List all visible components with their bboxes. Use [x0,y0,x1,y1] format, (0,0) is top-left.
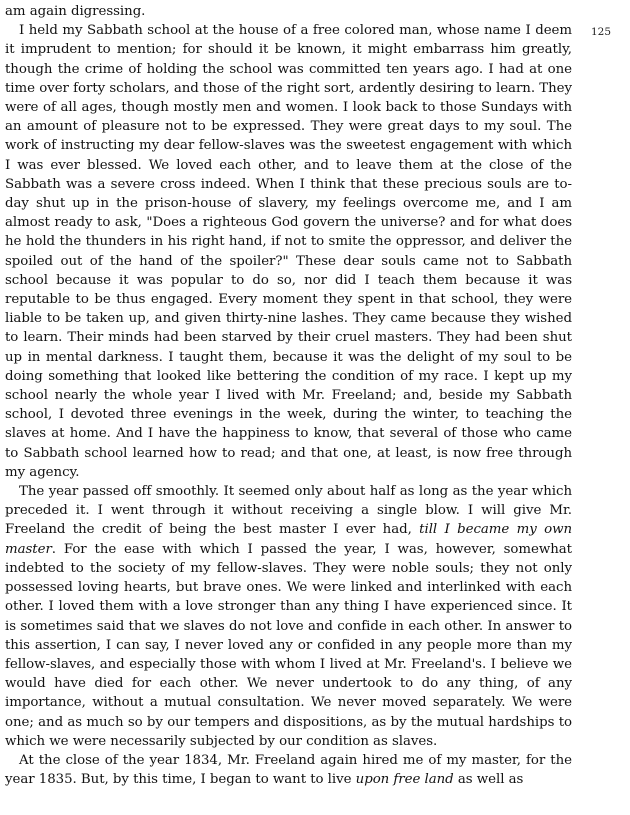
paragraph [5,2,572,21]
text-segment: At the close of the year 1834, Mr. Freeland again hired me of my master, for the year 1835. But, by this time, I began to want to live [5,752,572,788]
text-segment: as well as [453,772,524,788]
text-segment: . For the ease with which I passed the year, I was, however, somewhat indebted to the society of my fellow-slaves. They were noble souls; they not only possessed loving hearts, but brave ones. We were linked and interlinked with each other. I loved them with a love stronger than any thing I have experienced since. It is sometimes said that we slaves do not love and confide in each other. In answer to this assertion, I can say, I never loved any or confided in any people more than my fellow-slaves, and especially those with whom I lived at Mr. Freeland's. I believe we would have died for each other. We never undertook to do any thing, of any importance, without a mutual consultation. We never moved separately. We were one; and as much so by our tempers and dispositions, as by the mutual hardships to which we were necessarily subjected by our condition as slaves. [5,541,572,749]
body-text [5,2,572,789]
italic-text-segment: upon free land [355,772,454,788]
italic-text-segment: till I became my own master [5,522,572,557]
text-segment: The year passed off smoothly. It seemed only about half as long as the year which preceded it. I went through it without receiving a single blow. I will give Mr. Freeland the credit of being the best master I ever had, [5,484,572,538]
text-segment: I held my Sabbath school at the house of a free colored man, whose name I deem it imprudent to mention; for should it be known, it might embarrass him greatly, though the crime of holding the school was committed ten years ago. I had at one time over forty scholars, and those of the right sort, ardently desiring to learn. They were of all ages, though mostly men and women. I look back to those Sundays with an amount of pleasure not to be expressed. They were great days to my soul. The work of instructing my dear fellow-slaves was the sweetest engagement with which I was ever blessed. We loved each other, and to leave them at the close of the Sabbath was a severe cross indeed. When I think that these precious souls are to-day shut up in the prison-house of slavery, my feelings overcome me, and I am almost ready to ask, "Does a righteous God govern the universe? and for what does he hold the thunders in his right hand, if not to smite the oppressor, and deliver the spoiled out of the hand of the spoiler?" These dear souls came not to Sabbath school because it was popular to do so, nor did I teach them because it was reputable to be thus engaged. Every moment they spent in that school, they were liable to be taken up, and given thirty-nine lashes. They came because they wished to learn. Their minds had been starved by their cruel masters. They had been shut up in mental darkness. I taught them, because it was the delight of my soul to be doing something that looked like bettering the condition of my race. I kept up my school nearly the whole year I lived with Mr. Freeland; and, beside my Sabbath school, I devoted three evenings in the week, during the winter, to teaching the slaves at home. And I have the happiness to know, that several of those who came to Sabbath school learned how to read; and that one, at least, is now free through my agency. [5,23,572,480]
paragraph [5,751,572,789]
text-segment: am again digressing. [5,4,146,19]
page-number: 125 [591,26,612,38]
paragraph [5,482,572,751]
paragraph [5,21,572,482]
